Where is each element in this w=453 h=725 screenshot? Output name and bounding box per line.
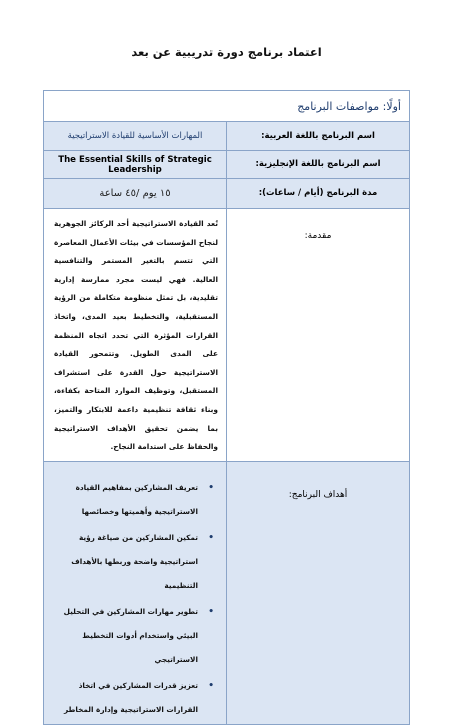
label-duration: مدة البرنامج (أيام / ساعات): [227,179,410,209]
bullet-icon: • [208,606,214,617]
label-name-english: اسم البرنامج باللغة الإنجليزية: [227,151,410,179]
introduction-text: تُعد القيادة الاستراتيجية أحد الركائز الجوهرية لنجاح المؤسسات في بيئات الأعمال المعاصرة التي تتسم بالتغير المستمر والتنافسية العالية. فهي ليست مجرد ممارسة إدارية تقليدية، بل تمثل منظومة متكاملة من الرؤية المستقبلية، والتخطيط بعيد المدى، واتخاذ القرارات المؤثرة التي تحدد اتجاه المنظمة على المدى الطويل. وتتمحور القيادة الاستراتيجية حول القدرة على استشراف المستقبل، وتوظيف الموارد المتاحة بكفاءة، وبناء ثقافة تنظيمية داعمة للابتكار والتميز، بما يضمن تحقيق الأهداف الاستراتيجية والحفاظ على استدامة النجاح. [54,219,218,452]
value-name-english: The Essential Skills of Strategic Leadership [44,151,227,179]
label-introduction: مقدمة: [227,209,410,462]
row-duration [44,179,410,209]
objective-text: تعريف المشاركين بمفاهيم القيادة الاستراتيجية وأهميتها وخصائصها [75,482,198,516]
introduction-cell [44,209,227,462]
bullet-icon: • [208,482,214,493]
label-name-arabic: اسم البرنامج باللغة العربية: [227,122,410,151]
document-title: اعتماد برنامج دورة تدريبية عن بعد [131,45,322,59]
row-name-english [44,151,410,179]
row-name-arabic [44,122,410,151]
row-objectives [44,461,410,724]
objective-text: تعزيز قدرات المشاركين في اتخاذ القرارات الاستراتيجية وإدارة المخاطر [63,680,198,714]
row-introduction [44,209,410,462]
objective-text: تطوير مهارات المشاركين في التحليل البيئي واستخدام أدوات التخطيط الاستراتيجي [63,606,198,664]
objective-item [54,600,214,672]
value-duration: ١٥ يوم /٤٥ ساعة [44,179,227,209]
bullet-icon: • [208,532,214,543]
bullet-icon: • [208,680,214,691]
program-spec-table [43,90,410,725]
label-objectives: أهداف البرنامج: [227,461,410,724]
objective-item [54,674,214,722]
objectives-cell [44,461,227,724]
objectives-list [44,462,226,722]
value-name-arabic: المهارات الأساسية للقيادة الاستراتيجية [44,122,227,151]
section-header-row [44,91,410,122]
objective-text: تمكين المشاركين من صياغة رؤية استراتيجية واضحة وربطها بالأهداف التنظيمية [71,532,198,590]
objective-item [54,526,214,598]
section-heading: أولًا: مواصفات البرنامج [44,91,410,122]
objective-item [54,476,214,524]
